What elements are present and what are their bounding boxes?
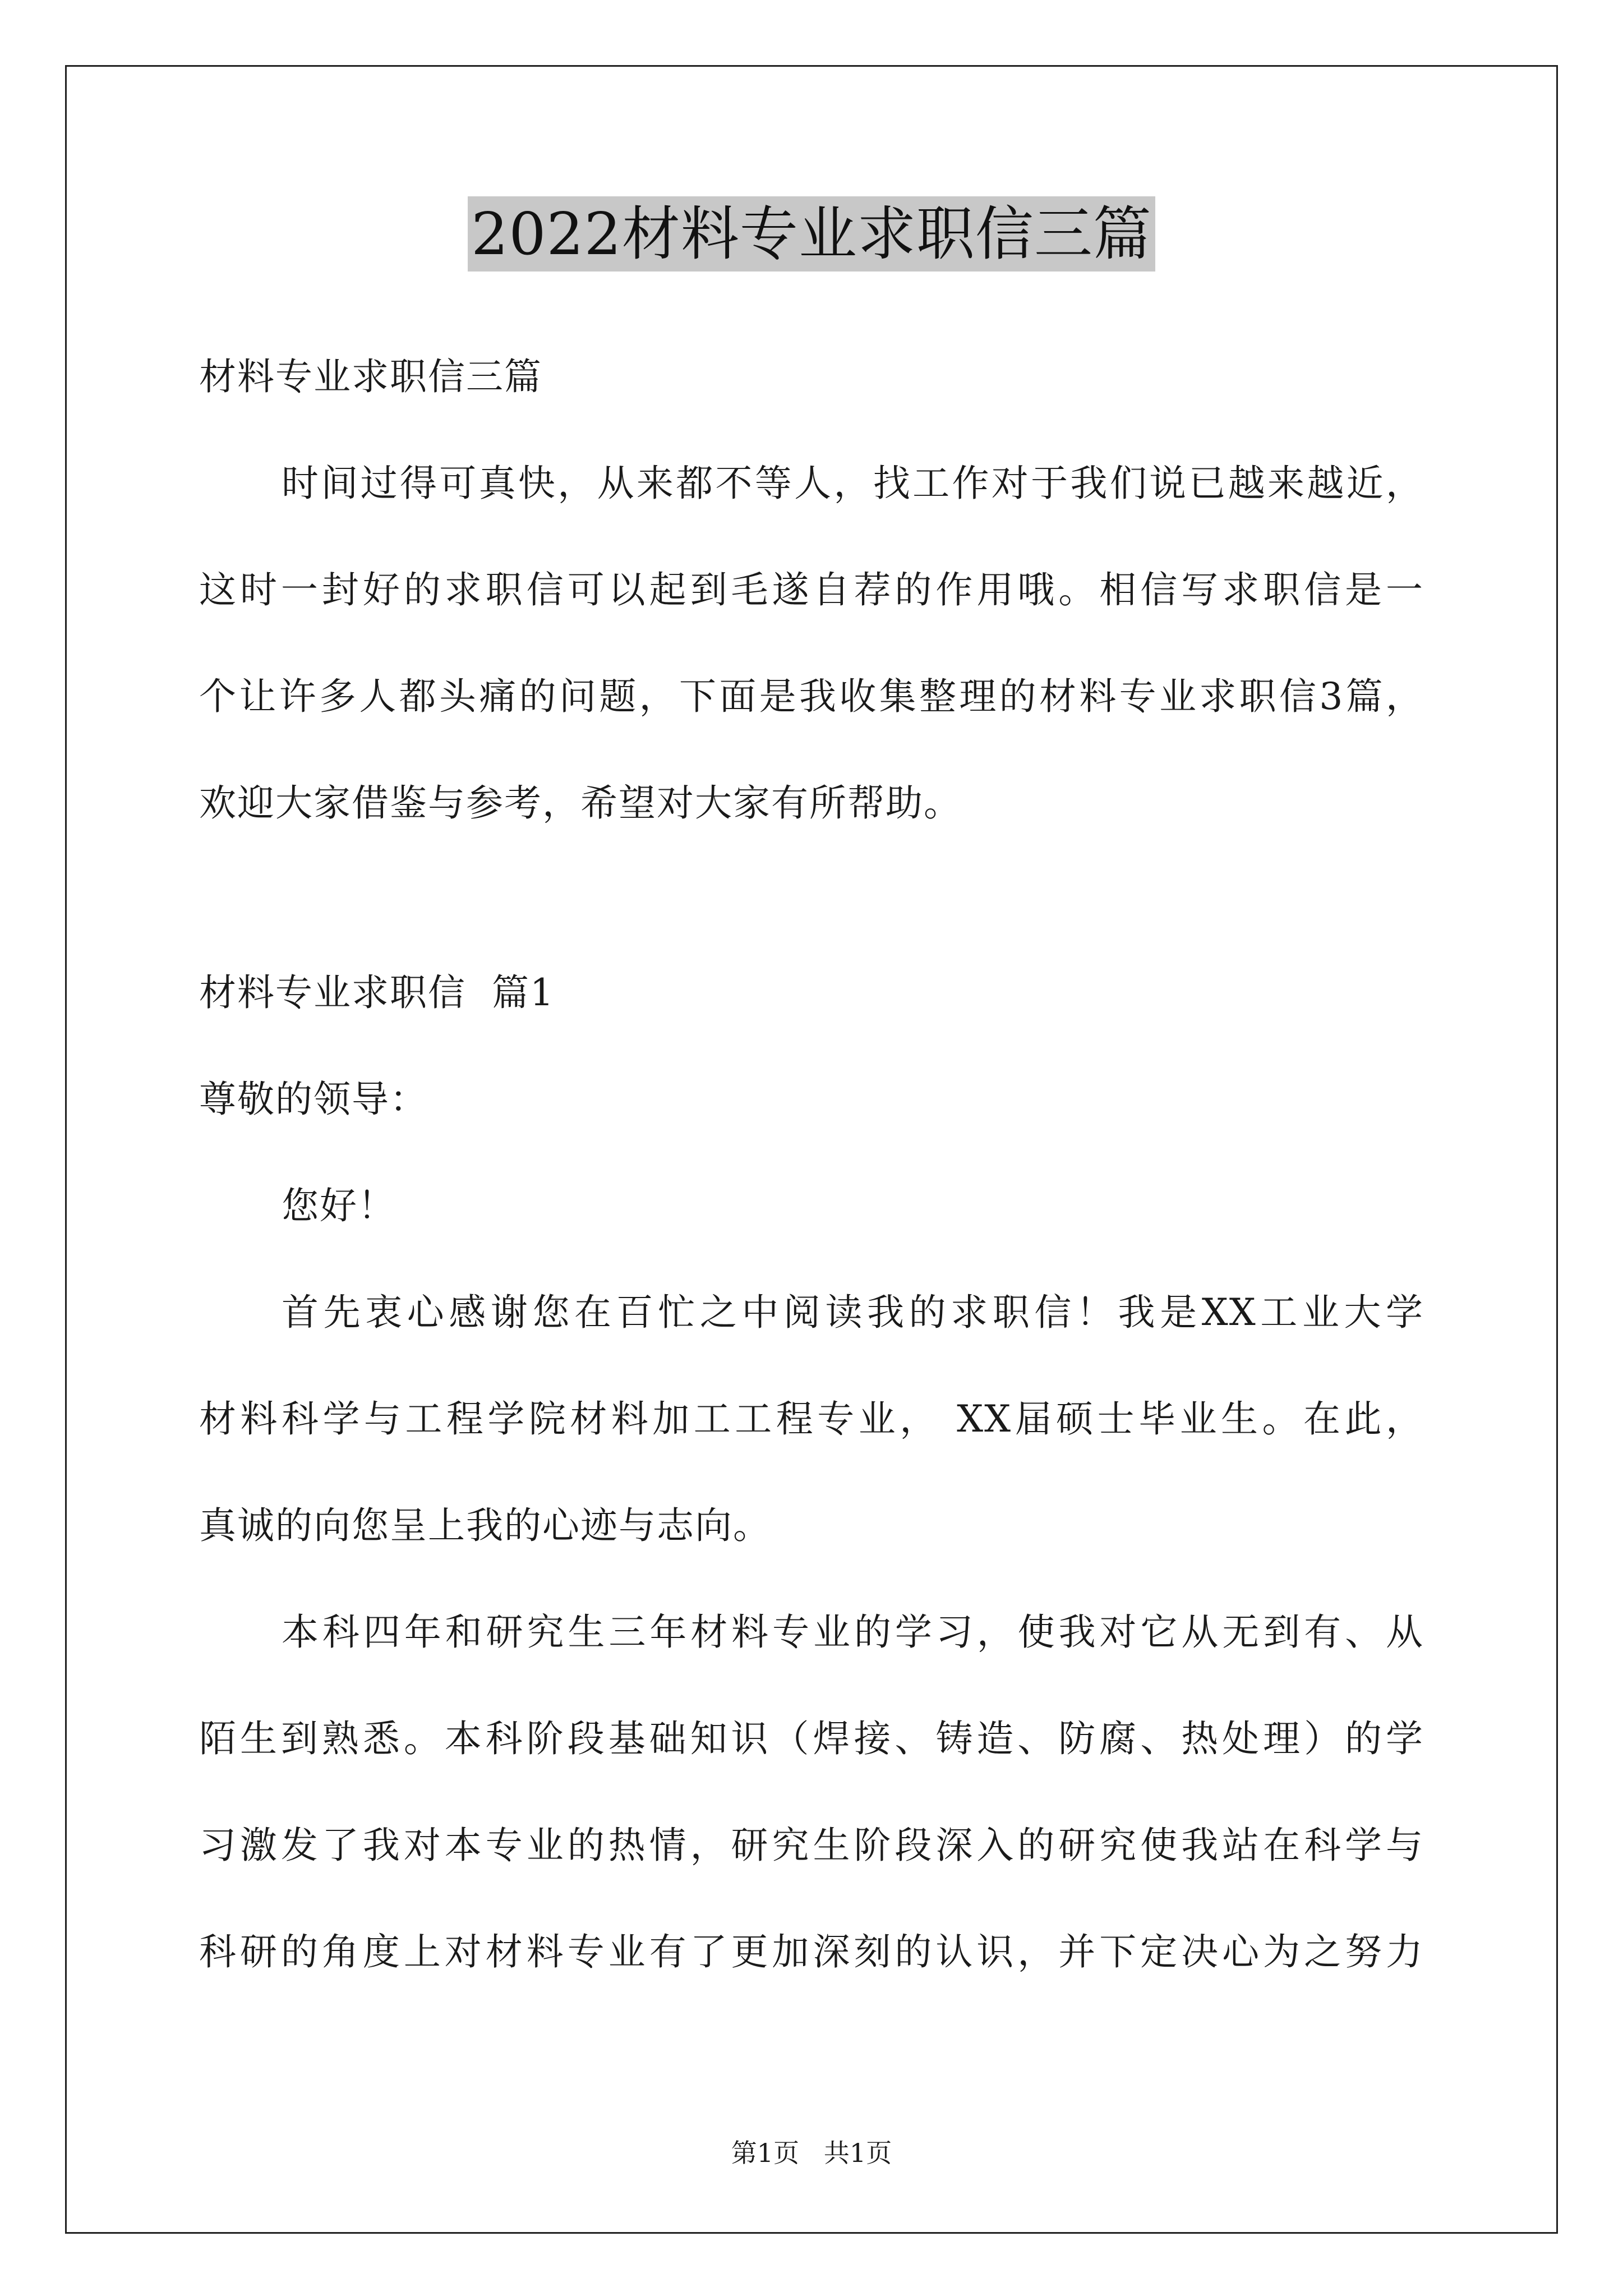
intro-line: 时间过得可真快，从来都不等人，找工作对于我们说已越来越近， — [282, 462, 1424, 505]
salutation: 尊敬的领导： — [199, 1078, 428, 1121]
paragraph-line: 材料科学与工程学院材料加工工程专业， XX届硕士毕业生。在此， — [199, 1397, 1424, 1441]
intro-line: 个让许多人都头痛的问题，下面是我收集整理的材料专业求职信3篇， — [199, 675, 1424, 718]
document-subtitle: 材料专业求职信三篇 — [199, 355, 542, 398]
title-container — [0, 196, 1623, 272]
section-heading: 材料专业求职信 篇1 — [199, 971, 555, 1014]
paragraph-line: 真诚的向您呈上我的心迹与志向。 — [199, 1504, 771, 1547]
intro-line: 这时一封好的求职信可以起到毛遂自荐的作用哦。相信写求职信是一 — [199, 568, 1424, 611]
paragraph-line: 首先衷心感谢您在百忙之中阅读我的求职信！我是XX工业大学 — [282, 1291, 1424, 1334]
intro-line: 欢迎大家借鉴与参考，希望对大家有所帮助。 — [199, 781, 962, 825]
paragraph-line: 陌生到熟悉。本科阶段基础知识（焊接、铸造、防腐、热处理）的学 — [199, 1717, 1424, 1760]
greeting: 您好！ — [282, 1184, 396, 1227]
paragraph-line: 科研的角度上对材料专业有了更加深刻的认识，并下定决心为之努力 — [199, 1930, 1424, 1973]
paragraph-line: 习激发了我对本专业的热情，研究生阶段深入的研究使我站在科学与 — [199, 1824, 1424, 1867]
page-footer: 第1页 共1页 — [731, 2138, 892, 2168]
document-title: 2022材料专业求职信三篇 — [468, 196, 1155, 272]
paragraph-line: 本科四年和研究生三年材料专业的学习，使我对它从无到有、从 — [282, 1611, 1424, 1654]
